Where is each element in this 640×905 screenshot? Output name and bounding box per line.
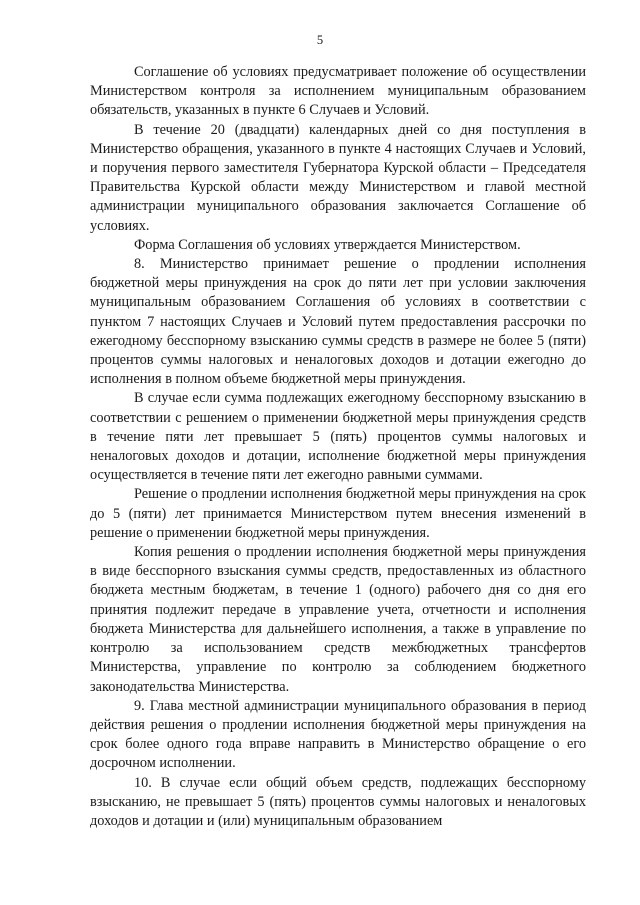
paragraph: 10. В случае если общий объем средств, подлежащих бесспорному взысканию, не превышает 5 (пять) процентов суммы налоговых и неналоговых доходов и дотации и (или) муниципальным образованием: [90, 774, 586, 829]
paragraph: В случае если сумма подлежащих ежегодному бесспорному взысканию в соответствии с решением о применении бюджетной меры принуждения средств в течение пяти лет превышает 5 (пять) процентов суммы налоговых и неналоговых доходов и дотации, исполнение бюджетной меры принуждения осуществляется в течение пяти лет ежегодно равными суммами.: [90, 390, 586, 484]
paragraph: 8. Министерство принимает решение о продлении исполнения бюджетной меры принуждения на срок до пяти лет при условии заключения муниципальным образованием Соглашения об условиях в соответствии с пунктом 7 настоящих Случаев и Условий путем предоставления рассрочки по ежегодному бесспорному взысканию суммы средств в размере не более 5 (пяти) процентов суммы налоговых и неналоговых доходов и дотации ежегодно до исполнения в полном объеме бюджетной меры принуждения.: [90, 256, 586, 388]
paragraph: Соглашение об условиях предусматривает положение об осуществлении Министерством контроля за исполнением муниципальным образованием обязательств, указанных в пункте 6 Случаев и Условий.: [90, 64, 586, 119]
paragraph: В течение 20 (двадцати) календарных дней со дня поступления в Министерство обращения, указанного в пункте 4 настоящих Случаев и Условий, и поручения первого заместителя Губернатора Курской области – Председателя Правительства Курской области между Министерством и главой местной администрации муниципального образования заключается Соглашение об условиях.: [90, 121, 586, 234]
paragraph: 9. Глава местной администрации муниципального образования в период действия решения о продлении исполнения бюджетной меры принуждения на срок более одного года вправе направить в Министерство обращение о его досрочном исполнении.: [90, 697, 586, 772]
paragraph: Решение о продлении исполнения бюджетной меры принуждения на срок до 5 (пяти) лет принимается Министерством путем внесения изменений в решение о применении бюджетной меры принуждения.: [90, 486, 586, 541]
paragraph: Копия решения о продлении исполнения бюджетной меры принуждения в виде бесспорного взыскания суммы средств, предоставленных из областного бюджета местным бюджетам, в течение 1 (одного) рабочего дня со дня его принятия подлежит передаче в управление учета, отчетности и исполнения бюджета Министерства для дальнейшего исполнения, а также в управление по контролю за использованием средств межбюджетных трансфертов Министерства, управление по контролю за соблюдением бюджетного законодательства Министерства.: [90, 544, 586, 695]
page-number: 5: [316, 33, 324, 47]
paragraph: Форма Соглашения об условиях утверждается Министерством.: [134, 236, 521, 253]
document-body: [90, 63, 586, 831]
